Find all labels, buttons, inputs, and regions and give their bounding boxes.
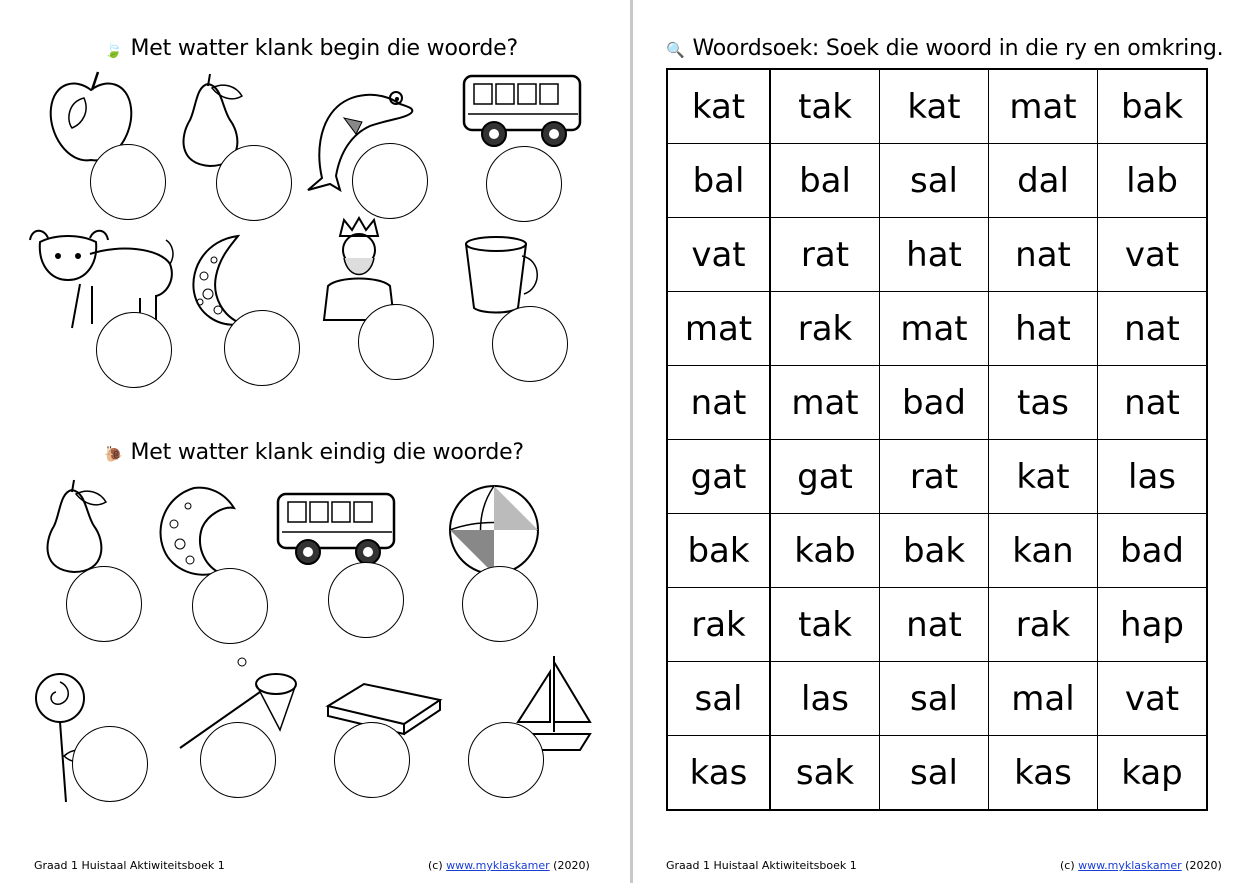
answer-circle[interactable] [90,144,166,220]
answer-circle[interactable] [352,143,428,219]
answer-circle[interactable] [72,726,148,802]
target-word: gat [667,440,770,514]
search-word-cell[interactable]: kat [880,69,989,144]
search-word-cell[interactable]: mat [989,69,1098,144]
answer-circle[interactable] [328,562,404,638]
footer-right: (c) www.myklaskamer (2020) [428,859,590,872]
wordsearch-table [666,68,1208,811]
bus-icon [274,490,402,566]
search-word-cell[interactable]: bad [1098,514,1208,588]
search-word-cell[interactable]: lab [1098,144,1208,218]
wordsearch-row [667,588,1207,662]
search-word-cell[interactable]: rak [770,292,880,366]
wordsearch-row [667,144,1207,218]
search-word-cell[interactable]: nat [989,218,1098,292]
search-word-cell[interactable]: bal [770,144,880,218]
search-word-cell[interactable]: hat [989,292,1098,366]
wordsearch-row [667,366,1207,440]
magnifier-icon: 🔍 [666,41,685,59]
search-word-cell[interactable]: sal [880,144,989,218]
search-word-cell[interactable]: mat [880,292,989,366]
heading-text: Woordsoek: Soek die woord in die ry en omkring. [692,36,1224,61]
search-word-cell[interactable]: kap [1098,736,1208,811]
search-word-cell[interactable]: gat [770,440,880,514]
search-word-cell[interactable]: las [770,662,880,736]
target-word: vat [667,218,770,292]
page-divider [630,0,633,883]
answer-circle[interactable] [462,566,538,642]
search-word-cell[interactable]: tas [989,366,1098,440]
answer-circle[interactable] [486,146,562,222]
wordsearch-heading [666,36,1223,61]
section-heading-begin [104,36,518,61]
target-word: mat [667,292,770,366]
moon-icon [154,484,236,580]
search-word-cell[interactable]: sak [770,736,880,811]
search-word-cell[interactable]: mal [989,662,1098,736]
answer-circle[interactable] [216,145,292,221]
search-word-cell[interactable]: hap [1098,588,1208,662]
target-word: bak [667,514,770,588]
heading-text: Met watter klank eindig die woorde? [130,440,524,465]
search-word-cell[interactable]: sal [880,736,989,811]
search-word-cell[interactable]: las [1098,440,1208,514]
search-word-cell[interactable]: hat [880,218,989,292]
search-word-cell[interactable]: bak [880,514,989,588]
target-word: bal [667,144,770,218]
target-word: sal [667,662,770,736]
footer-left: Graad 1 Huistaal Aktiwiteitsboek 1 [34,859,225,872]
answer-circle[interactable] [200,722,276,798]
search-word-cell[interactable]: mat [770,366,880,440]
search-word-cell[interactable]: kas [989,736,1098,811]
search-word-cell[interactable]: tak [770,69,880,144]
footer-link[interactable]: www.myklaskamer [1078,859,1182,872]
wordsearch-row [667,514,1207,588]
answer-circle[interactable] [192,568,268,644]
bucket-icon [462,234,542,314]
bull-icon [20,224,180,334]
wordsearch-row [667,292,1207,366]
pear-icon [34,478,114,578]
right-page [634,0,1248,883]
search-word-cell[interactable]: dal [989,144,1098,218]
wordsearch-row [667,69,1207,144]
snail-icon: 🐌 [104,445,123,463]
search-word-cell[interactable]: bak [1098,69,1208,144]
wordsearch-row [667,218,1207,292]
answer-circle[interactable] [224,310,300,386]
search-word-cell[interactable]: sal [880,662,989,736]
target-word: rak [667,588,770,662]
search-word-cell[interactable]: rat [880,440,989,514]
search-word-cell[interactable]: kat [989,440,1098,514]
search-word-cell[interactable]: vat [1098,218,1208,292]
bus-icon [460,72,588,148]
section-heading-end [104,440,524,465]
search-word-cell[interactable]: tak [770,588,880,662]
target-word: kas [667,736,770,811]
answer-circle[interactable] [468,722,544,798]
search-word-cell[interactable]: rak [989,588,1098,662]
search-word-cell[interactable]: kan [989,514,1098,588]
wordsearch-row [667,662,1207,736]
target-word: nat [667,366,770,440]
footer-link[interactable]: www.myklaskamer [446,859,550,872]
search-word-cell[interactable]: bad [880,366,989,440]
heading-text: Met watter klank begin die woorde? [130,36,518,61]
footer-right: (c) www.myklaskamer (2020) [1060,859,1222,872]
answer-circle[interactable] [334,722,410,798]
answer-circle[interactable] [66,566,142,642]
search-word-cell[interactable]: nat [1098,292,1208,366]
search-word-cell[interactable]: rat [770,218,880,292]
wordsearch-row [667,440,1207,514]
ball-icon [446,482,542,578]
search-word-cell[interactable]: vat [1098,662,1208,736]
search-word-cell[interactable]: kab [770,514,880,588]
answer-circle[interactable] [492,306,568,382]
search-word-cell[interactable]: nat [880,588,989,662]
answer-circle[interactable] [358,304,434,380]
leaf-icon: 🍃 [104,41,123,59]
footer-left: Graad 1 Huistaal Aktiwiteitsboek 1 [666,859,857,872]
target-word: kat [667,69,770,144]
answer-circle[interactable] [96,312,172,388]
wordsearch-row [667,736,1207,811]
search-word-cell[interactable]: nat [1098,366,1208,440]
